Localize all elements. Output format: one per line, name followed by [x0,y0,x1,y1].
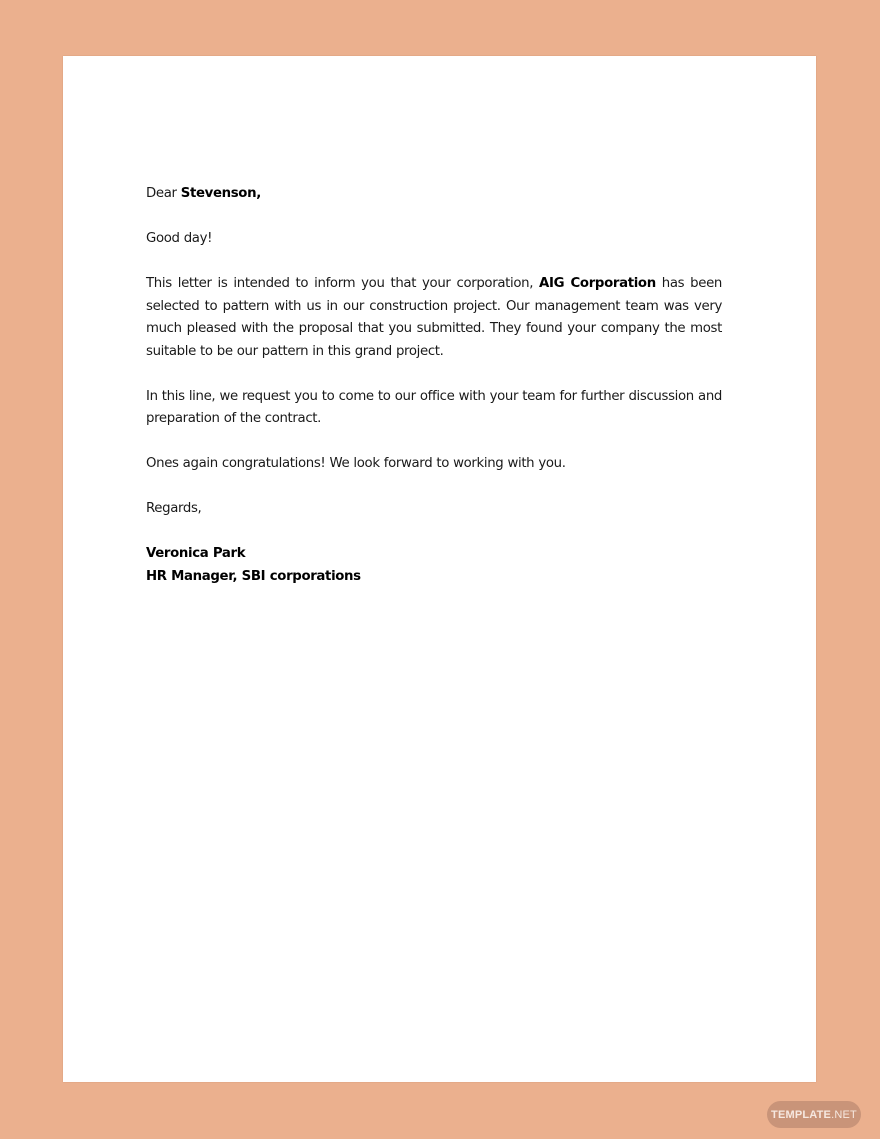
template-net-watermark[interactable] [767,1101,861,1128]
closing: Regards, [146,501,202,516]
signature-block [146,543,722,588]
greeting: Good day! [146,231,213,246]
salutation-prefix: Dear [146,186,181,201]
signer-title: HR Manager, SBI corporations [146,568,361,584]
watermark-brand: TEMPLATE [771,1108,832,1121]
watermark-suffix: .NET [831,1108,857,1121]
paragraph-congratulations: Ones again congratulations! We look forward to working with you. [146,456,566,471]
paragraph1-text-start: This letter is intended to inform you that your corporation, [146,276,540,291]
paragraph-meeting-request: In this line, we request you to come to our office with your team for further discussion and preparation of the contract. [146,388,722,426]
signer-name: Veronica Park [146,546,246,561]
letter-body [146,183,722,588]
paragraph1-text-end: has been selected to pattern with us in our construction project. Our management team was very much pleased with the proposal that you submitted. They found your company the most suitable to be our pattern in this grand project. [146,276,723,359]
salutation [146,183,722,206]
recipient-name: Stevenson [180,186,257,201]
salutation-comma: , [256,186,261,201]
company-name: AIG Corporation [539,276,656,291]
paragraph-selection-notice [146,273,722,363]
letter-page [63,56,816,1082]
